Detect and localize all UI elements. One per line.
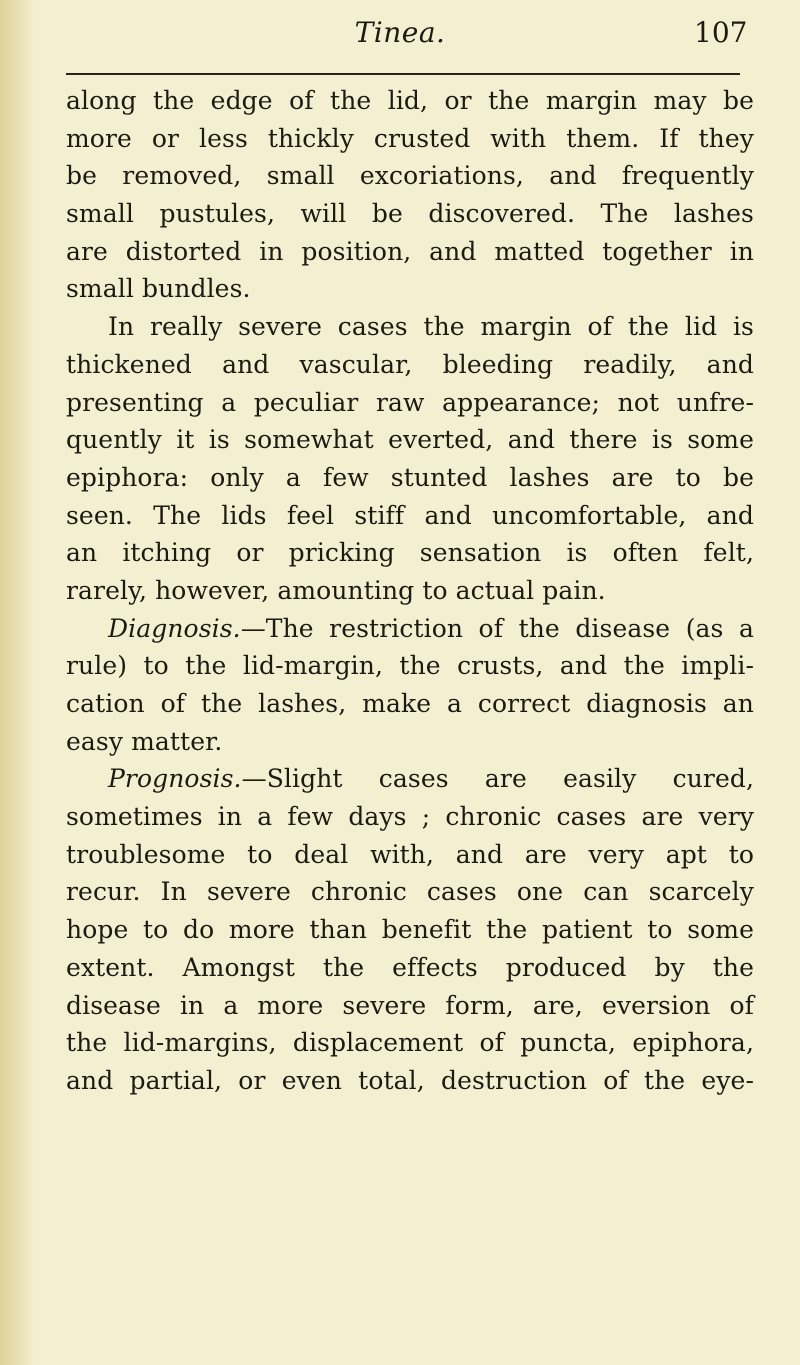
text-line: the lid-margins, displacement of puncta, epiphora,: [66, 1028, 754, 1058]
page-gutter-shadow: [0, 0, 34, 1365]
text-line: and partial, or even total, destruction of the eye-: [66, 1065, 754, 1095]
text-line: sometimes in a few days ; chronic cases are very: [66, 802, 754, 832]
prognosis-first-line-rest: —Slight cases are easily cured,: [241, 764, 754, 794]
text-line: small pustules, will be discovered. The lashes: [66, 199, 754, 229]
diagnosis-first-line: [66, 610, 754, 648]
text-line: rule) to the lid-margin, the crusts, and the impli-: [66, 651, 754, 681]
text-line: be removed, small excoriations, and frequently: [66, 161, 754, 191]
diagnosis-first-line-rest: —The restriction of the disease (as a: [240, 613, 754, 643]
prognosis-first-line: [66, 760, 754, 798]
page-number: 107: [694, 16, 748, 49]
text-line: an itching or pricking sensation is often felt,: [66, 538, 754, 568]
diagnosis-heading: Diagnosis.: [108, 613, 241, 643]
text-line: easy matter.: [66, 726, 223, 756]
body-text: [66, 82, 754, 1100]
page-header: [0, 14, 800, 54]
prognosis-heading: Prognosis.: [108, 764, 242, 794]
running-title: Tinea.: [354, 16, 446, 49]
text-line: troublesome to deal with, and are very apt to: [66, 839, 754, 869]
header-rule: [66, 73, 740, 75]
text-line: hope to do more than benefit the patient to some: [66, 915, 754, 945]
text-line: rarely, however, amounting to actual pain.: [66, 575, 606, 605]
text-line: epiphora: only a few stunted lashes are to be: [66, 462, 754, 492]
text-line: more or less thickly crusted with them. If they: [66, 123, 754, 153]
text-line: extent. Amongst the effects produced by the: [66, 952, 754, 982]
text-line: cation of the lashes, make a correct diagnosis an: [66, 689, 754, 718]
text-line: seen. The lids feel stiff and uncomfortable, and: [66, 500, 754, 530]
text-line: are distorted in position, and matted together in: [66, 236, 754, 266]
text-line: quently it is somewhat everted, and there is some: [66, 425, 754, 455]
text-line: thickened and vascular, bleeding readily, and: [66, 349, 754, 379]
text-line: small bundles.: [66, 274, 251, 304]
text-line: presenting a peculiar raw appearance; not unfre-: [66, 387, 754, 417]
text-line: In really severe cases the margin of the lid is: [108, 312, 754, 342]
text-line: along the edge of the lid, or the margin may be: [66, 86, 754, 115]
text-line: recur. In severe chronic cases one can scarcely: [66, 877, 754, 907]
text-line: disease in a more severe form, are, eversion of: [66, 990, 754, 1020]
